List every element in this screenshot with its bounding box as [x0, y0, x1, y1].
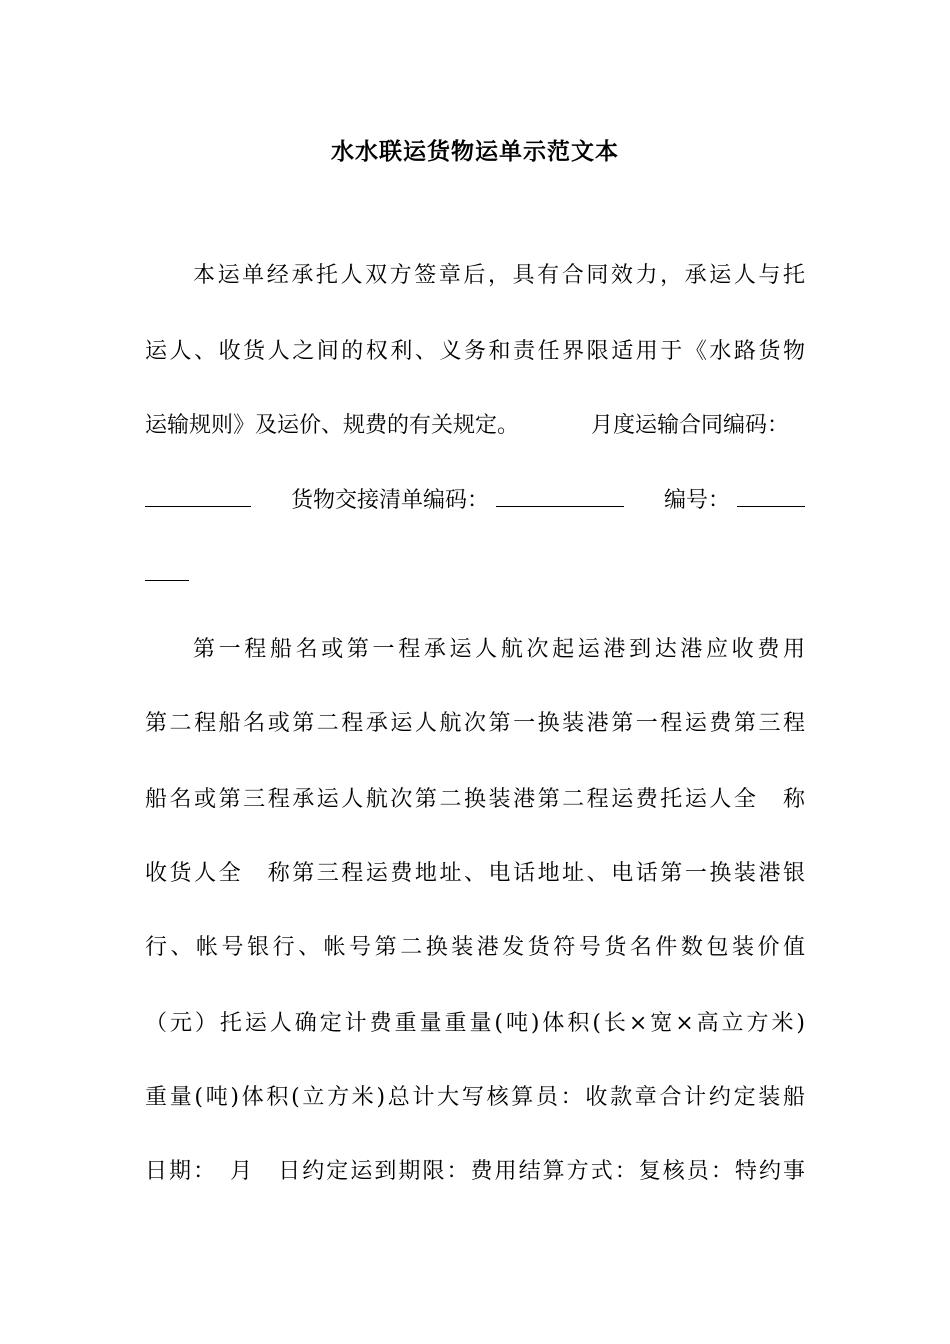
- number-blank: [737, 484, 805, 507]
- field-line-6: （元）托运人确定计费重量重量(吨)体积(长×宽×高立方米): [145, 1011, 805, 1036]
- field-line-8: 日期： 月 日约定运到期限：费用结算方式：复核员：特约事: [145, 1159, 805, 1184]
- number-label: 编号：: [664, 488, 731, 513]
- cargo-list-label: 货物交接清单编码：: [291, 488, 490, 513]
- number-blank-continued-row: [145, 558, 805, 591]
- document-title: 水水联运货物运单示范文本: [331, 139, 619, 165]
- intro-line-1: 本运单经承托人双方签章后，具有合同效力，承运人与托: [193, 263, 805, 288]
- monthly-contract-label: 月度运输合同编码：: [591, 413, 790, 438]
- intro-line-2: 运人、收货人之间的权利、义务和责任界限适用于《水路货物: [145, 339, 805, 364]
- number-blank-continued: [145, 558, 189, 581]
- field-line-2: 第二程船名或第二程承运人航次第一换装港第一程运费第三程: [145, 711, 805, 736]
- cargo-list-blank: [496, 484, 624, 507]
- field-line-1: 第一程船名或第一程承运人航次起运港到达港应收费用: [193, 637, 805, 662]
- field-line-5: 行、帐号银行、帐号第二换装港发货符号货名件数包装价值: [145, 935, 805, 960]
- field-line-4: 收货人全 称第三程运费地址、电话地址、电话第一换装港银: [145, 861, 805, 886]
- field-line-3: 船名或第三程承运人航次第二换装港第二程运费托运人全 称: [145, 787, 805, 812]
- field-line-7: 重量(吨)体积(立方米)总计大写核算员：收款章合计约定装船: [145, 1085, 805, 1110]
- code-fields-row: [145, 484, 805, 517]
- intro-line-3: 运输规则》及运价、规费的有关规定。: [145, 413, 520, 438]
- intro-line-3-row: [145, 410, 805, 442]
- monthly-contract-blank: [145, 484, 251, 507]
